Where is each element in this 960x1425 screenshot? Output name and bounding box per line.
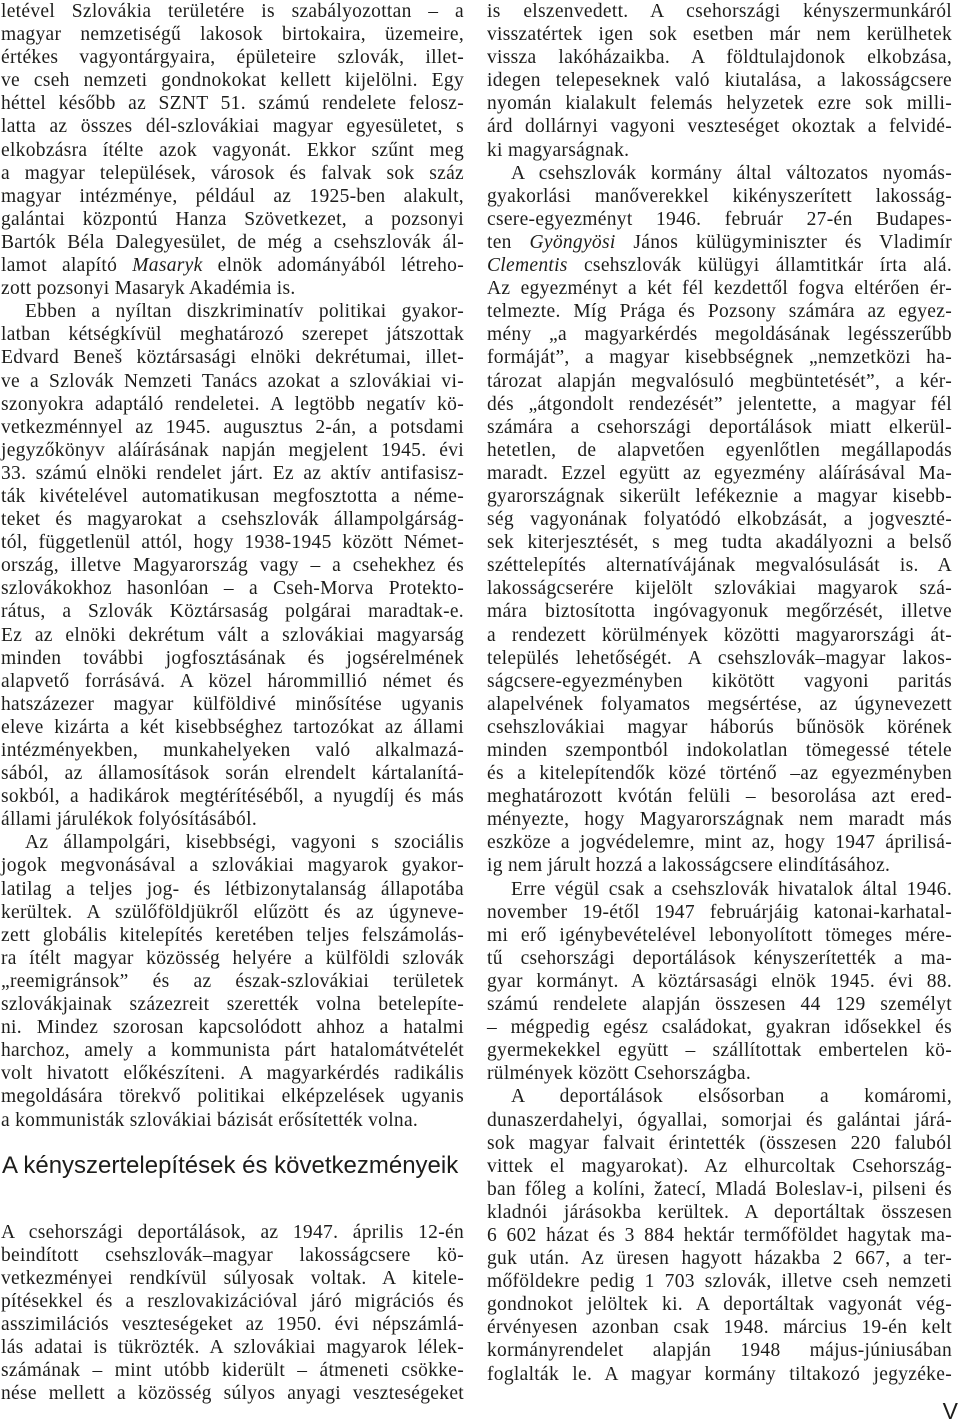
text-line: sok magyar falvait érintették (összesen 220 faluból <box>487 1132 952 1154</box>
text-line: galántai központú Hanza Szövetkezet, a pozsonyi <box>1 208 464 230</box>
text-line: nyomán kialakult felemás helyzetek ezre sok milli- <box>487 93 952 115</box>
text-line: jegyzőkönyv aláírásának napján megjelent 1945. évi <box>1 439 464 461</box>
text-line: A csehországi deportálások, az 1947. április 12-én <box>1 1221 464 1243</box>
text-line <box>487 231 952 254</box>
text-run: ten <box>487 231 530 253</box>
text-line: lás adatai is tükrözték. A szlovákiai magyarok lélek- <box>1 1337 464 1359</box>
text-line: Ez az elnöki dekrétum vált a szlovákiai magyarság <box>1 624 464 646</box>
text-line: ország, illetve Magyarország vagy – a csehekhez és <box>1 555 464 577</box>
text-line <box>1 254 464 277</box>
text-line: tározat alapján megvalósuló megbüntetését”, a kér- <box>487 370 952 392</box>
text-line: héttel később az SZNT 51. számú rendelete felosz- <box>1 93 464 115</box>
text-line: értékes vagyontárgyaira, épületeire szlovák, illet- <box>1 47 464 69</box>
text-line: pítésekkel és a reszlovakizációval járó migrációs és <box>1 1290 464 1312</box>
text-line: teket és magyarokat a csehszlovák állampolgárság- <box>1 509 464 531</box>
text-line: kerültek. A szülőföldjükről elűzött és az úgyneve- <box>1 901 464 923</box>
text-line: alapelvének folyamatos megsértése, az úgynevezett <box>487 693 952 715</box>
text-line: széttelepítés alternatívájának megvalósulását is. A <box>487 555 952 577</box>
text-line: mi erő igénybevételével lebonyolított tömeges mére- <box>487 924 952 946</box>
text-line: dunaszerdahelyi, ógyallai, somorjai és galántai járá- <box>487 1109 952 1131</box>
text-line: a kommunisták szlovákiai bázisát erősítették volna. <box>1 1109 419 1131</box>
text-line: guk után. Az üresen hagyott házakba 2 667, a ter- <box>487 1248 952 1270</box>
text-line: gyermekekkel együtt – szállítottak embertelen kö- <box>487 1040 952 1062</box>
text-line: számának – mint utóbb kiderült – átmeneti csökke- <box>1 1360 464 1382</box>
text-line: vetkezménnyel az 1945. augusztus 2-án, a potsdami <box>1 416 464 438</box>
text-line: idegen telepeseknek való kiutalása, a lakosságcsere <box>487 70 952 92</box>
text-line: számú rendelete alapján összesen 44 129 személyt <box>487 994 952 1016</box>
paragraph <box>1 300 464 831</box>
text-line: A csehszlovák kormány által változatos nyomás- <box>511 162 952 184</box>
text-line: hatszázezer magyar külföldivé minősítése ugyanis <box>1 693 464 715</box>
right-text-column <box>487 0 952 1386</box>
text-line: telmezte. Míg Prága és Pozsony számára az egyez- <box>487 301 952 323</box>
text-line: ig nem járult hozzá a lakosságcsere elindításához. <box>487 855 891 877</box>
text-line: ményezte, hogy Magyarországnak nem maradt más <box>487 809 952 831</box>
text-line: latta az összes dél-szlovákiai magyar egyesületet, s <box>1 116 464 138</box>
text-line: árd dollárnyi vagyoni veszteséget okoztak a felvidé- <box>487 116 952 138</box>
text-line: 33. számú elnöki rendelet járt. Ez az aktív antifasisz- <box>1 462 464 484</box>
text-run: János külügyminiszter és Vladimír <box>615 231 952 253</box>
paragraph <box>487 878 952 1086</box>
text-line: rátus, a Szlovák Köztársaság polgárai maradtak-e. <box>1 601 464 623</box>
text-line: vetkezményei rendkívül súlyosak voltak. A kitele- <box>1 1267 464 1289</box>
text-line: állami járulékok folyósításából. <box>1 809 257 831</box>
text-line: november 19-étől 1947 februárjáig katonai-karhatal- <box>487 901 952 923</box>
text-line: kormányrendelet alapján 1948 május-júniusában <box>487 1340 952 1362</box>
text-line: a magyar települések, városok és falvak sok száz <box>1 162 464 184</box>
text-line: ra ítélt magyar közösség helyére a külföldi szlovák <box>1 947 464 969</box>
text-line: gondnokot jelöltek ki. A deportáltak vagyonát vég- <box>487 1294 952 1316</box>
text-line: ve cseh nemzeti gondnokokat kellett kijelölni. Egy <box>1 70 464 92</box>
text-line: intézményekben, munkahelyeken való alkalmazá- <box>1 740 464 761</box>
text-line: csere-egyezményt 1946. február 27-én Budapes- <box>487 208 952 230</box>
text-line: ség vagyonának folyatódó elkobzását, a jogveszté- <box>487 509 952 531</box>
text-line: magyar intézménye, például az 1925-ben alakult, <box>1 185 464 207</box>
text-line: zott pozsonyi Masaryk Akadémia is. <box>1 278 296 300</box>
text-line: „reemigránsok” és az észak-szlovákiai területek <box>1 970 464 992</box>
text-line: nése mellett a közösség súlyos anyagi veszteségeket <box>1 1383 464 1405</box>
text-line: kladnói járásokba kerültek. A deportáltak összesen <box>487 1201 952 1223</box>
text-line: ságcsere-egyezményben kikötött vagyoni paritás <box>487 670 952 692</box>
emphasized-text: Clementis <box>487 255 568 277</box>
text-line: rülmények között Csehországba. <box>487 1063 752 1085</box>
left-text-column <box>1 0 464 1405</box>
text-line: és a kitelepítendők közé történő –az egyezményben <box>487 763 952 785</box>
text-line: hetetlen, de alapvetően egyenlőtlen megállapodás <box>487 439 952 461</box>
text-line: beindított csehszlovák–magyar lakosságcsere kö- <box>1 1244 464 1266</box>
text-line: meghatározott kvótán felüli – besorolása azt ered- <box>487 786 952 808</box>
text-line: ki magyarságnak. <box>487 139 630 161</box>
text-line: a rendezett körülmények közötti magyarországi át- <box>487 624 952 646</box>
text-line: ni. Mindez szorosan kapcsolódott ahhoz a hatalmi <box>1 1017 464 1039</box>
page-number: V <box>942 1398 958 1424</box>
text-line: érvényesen azonban csak 1948. március 19-én kelt <box>487 1317 952 1339</box>
text-line: Erre végül csak a csehszlovák hivatalok által 1946. <box>511 878 952 900</box>
text-run: lamot alapító <box>1 255 133 277</box>
text-line: dés „átgondolt rendezését” jelentette, a magyar fél <box>487 393 952 415</box>
text-line <box>487 254 952 277</box>
text-line: ban főleg a kolíni, žatecí, Mladá Boleslav-i, pilseni és <box>487 1178 952 1200</box>
text-line: ták kivételével automatikusan megfosztotta a néme- <box>1 485 464 507</box>
text-line: is elszenvedett. A csehországi kényszermunkáról <box>487 1 952 22</box>
text-line: tól, függetlenül attól, hogy 1938-1945 között Német- <box>1 532 464 554</box>
text-line: minden további jogfosztásának és jogsérelmének <box>1 647 464 669</box>
text-line: vittek el magyarokat). Az elhurcoltak Csehország- <box>487 1155 952 1177</box>
text-line: sából, az államosítások során elrendelt kártalanítá- <box>1 763 464 785</box>
text-line: megoldására törekvő politikai elképzelések ugyanis <box>1 1086 464 1108</box>
text-line: szonyokra adaptáló rendeletei. A legtöbb negatív kö- <box>1 393 464 415</box>
text-line: zett globális kitelepítés keretében teljes felszámolás- <box>1 924 464 946</box>
text-line: latban kétségkívül meghatározó szerepet játszottak <box>1 324 464 346</box>
paragraph <box>1 1221 464 1406</box>
text-line: mőföldekre pedig 1 703 szlovák, illetve cseh nemzeti <box>487 1271 952 1293</box>
text-line: csehszlovákiai magyar háborús bűnösök körének <box>487 716 952 738</box>
text-line: harchoz, amely a kommunista párt hatalomátvételét <box>1 1040 464 1062</box>
paragraph <box>1 0 464 300</box>
text-line: szlovákokhoz hasonlóan – a Cseh-Morva Protekto- <box>1 578 464 600</box>
text-line: volt hivatott előkészíteni. A magyarkérdés radikális <box>1 1063 464 1085</box>
text-line: minden szempontból indokolatlan tömegessé tétele <box>487 740 952 761</box>
text-line: Edvard Beneš köztársasági elnöki dekrétumai, illet- <box>1 347 464 369</box>
emphasized-text: Gyöngyösi <box>529 231 616 253</box>
text-line: Ebben a nyíltan diszkriminatív politikai gyakor- <box>25 301 464 323</box>
text-line: alapvető forrásává. A közel hárommillió német és <box>1 670 464 692</box>
text-line: számára a csehországi deportálások miatt elkerül- <box>487 416 952 438</box>
text-run: elnök adományából létreho- <box>202 255 465 277</box>
text-line: eleve kizárta a két kisebbséghez tartozókat az állami <box>1 716 464 738</box>
text-line: település lehetőségét. A csehszlovák–magyar lakos- <box>487 647 952 669</box>
text-line: elkobzásra ítélte azok vagyonát. Ekkor szűnt meg <box>1 139 464 161</box>
text-line: sek kiterjesztését, s meg tudta akadályozni a belső <box>487 532 952 554</box>
paragraph <box>487 162 952 878</box>
text-line: maradt. Ezzel együtt az egyezmény aláírásával Ma- <box>487 462 952 484</box>
text-line: ve a Szlovák Nemzeti Tanács azokat a szlovákiai vi- <box>1 370 464 392</box>
text-line: – mégpedig egész családokat, gyakran idősekkel és <box>487 1017 952 1039</box>
text-line: gyarországnak sikerült lefékeznie a magyar kisebb- <box>487 485 952 507</box>
text-line: mára biztosította ingóvagyonuk megőrzését, illetve <box>487 601 952 623</box>
text-line: Az egyezményt a két fél kezdettől fogva eltérően ér- <box>487 278 952 300</box>
text-line: 6 602 házat és 3 884 hektár termőföldet hagytak ma- <box>487 1224 952 1246</box>
text-line: eszköze a jogvédelemre, mint az, hogy 1947 áprilisá- <box>487 832 952 854</box>
text-line: jogok megvonásával a szlovákiai magyarok gyakor- <box>1 855 464 877</box>
text-line: foglalták le. A magyar kormány tiltakozó jegyzéke- <box>487 1363 952 1385</box>
text-line: letével Szlovákia területére is szabályozottan – a <box>1 1 464 22</box>
text-line: visszatértek igen sok esetben már nem kerülhetek <box>487 24 952 46</box>
text-line: sokból, a hadikárok megtérítéséből, a nyugdíj és más <box>1 786 464 808</box>
text-line: gyakorlási manőverekkel kikényszerített lakosság- <box>487 185 952 207</box>
text-line: vissza lakóházaikba. A földtulajdonok elkobzása, <box>487 47 952 69</box>
paragraph <box>1 831 464 1131</box>
text-line: Az állampolgári, kisebbségi, vagyoni s szociális <box>25 832 464 854</box>
text-line: mény „a magyarkérdés megoldásának legésszerűbb <box>487 324 952 346</box>
text-line: A deportálások elsősorban a komáromi, <box>511 1086 952 1108</box>
emphasized-text: Masaryk <box>132 255 203 277</box>
text-line: formáját”, a magyar kisebbségnek „nemzetközi ha- <box>487 347 952 369</box>
text-line: latilag a teljes jog- és létbizonytalanság állapotába <box>1 878 464 900</box>
text-line: tű csehországi deportálások kényszerítették a ma- <box>487 947 952 969</box>
text-line: Bartók Béla Dalegyesület, de még a csehszlovák ál- <box>1 231 464 253</box>
text-line: szlovákjainak százezreit szerették volna betelepíte- <box>1 994 464 1016</box>
text-line: gyar kormányt. A köztársasági elnök 1945. évi 88. <box>487 970 952 992</box>
text-line: asszimilációs veszteségeket az 1950. évi népszámlá- <box>1 1313 464 1335</box>
paragraph <box>487 0 952 162</box>
text-line: lakosságcserére kijelölt szlovákiai magyarok szá- <box>487 578 952 600</box>
paragraph <box>487 1085 952 1385</box>
text-run: csehszlovák külügyi államtitkár írta alá. <box>567 255 952 277</box>
text-line: magyar nemzetiségű lakosok birtokaira, üzemeire, <box>1 24 464 46</box>
section-heading: A kényszertelepítések és következményeik <box>2 1152 459 1180</box>
